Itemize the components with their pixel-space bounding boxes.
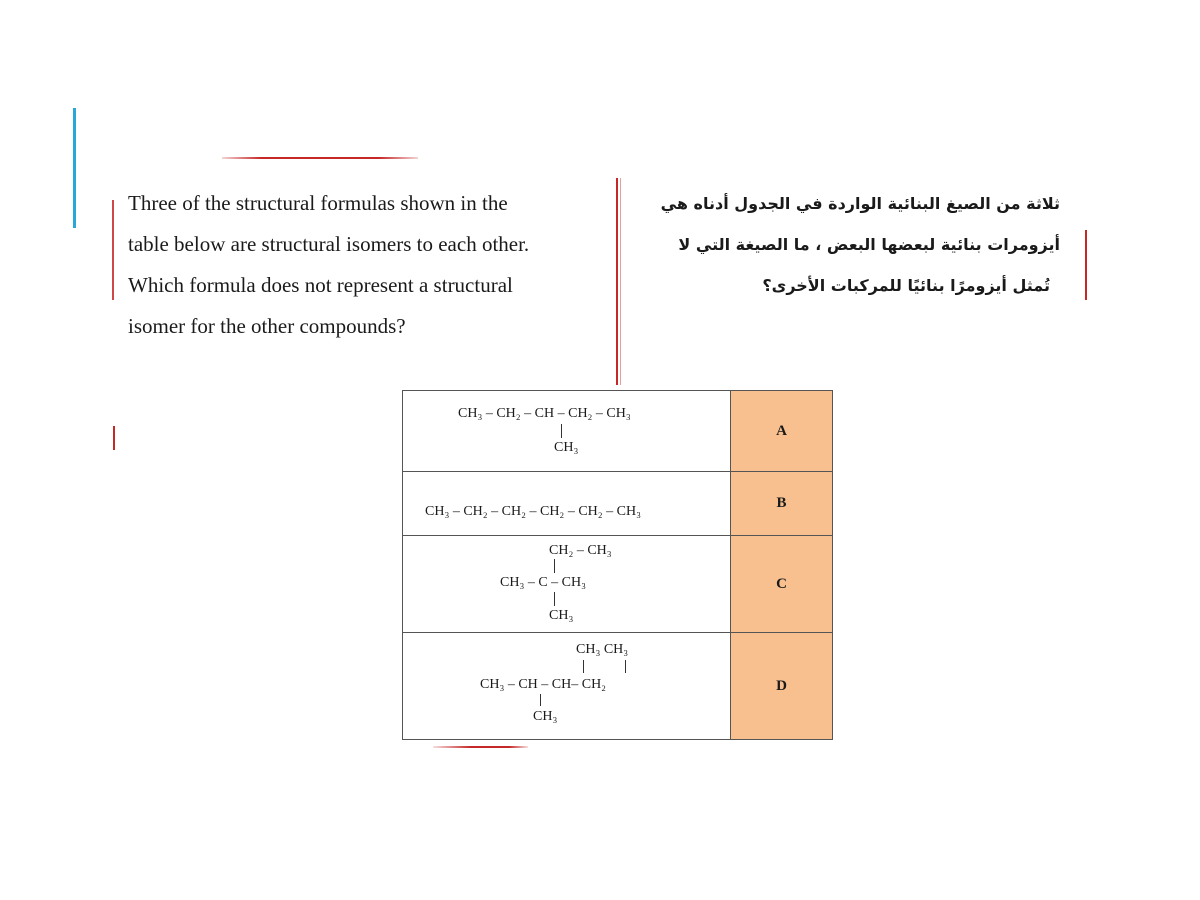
question-arabic-line: ثلاثة من الصيغ البنائية الواردة في الجدول أدناه هي	[660, 194, 1060, 213]
question-arabic-line: تُمثل أيزومرًا بنائيًا للمركبات الأخرى؟	[762, 276, 1050, 295]
question-english-line: Which formula does not represent a structural	[128, 273, 513, 297]
center-divider-shadow	[620, 178, 621, 385]
table-row	[403, 633, 833, 740]
formula-cell-d	[403, 633, 731, 740]
formula-main-chain: CH₃ – CH – CH– CH₂	[480, 677, 607, 692]
bottom-rule-line	[433, 746, 528, 748]
bond-line	[540, 694, 541, 706]
question-english-line: isomer for the other compounds?	[128, 314, 406, 338]
accent-bar	[73, 108, 76, 228]
isomer-table	[402, 390, 833, 740]
formula-main-chain: CH₃ – CH₂ – CH₂ – CH₂ – CH₂ – CH₃	[425, 504, 641, 519]
table-row	[403, 391, 833, 472]
top-rule-line	[222, 157, 418, 159]
table-row	[403, 536, 833, 633]
bond-line	[554, 592, 555, 606]
formula-cell-a	[403, 391, 731, 472]
question-arabic	[640, 183, 1060, 306]
table-row	[403, 472, 833, 536]
formula-branch-below: CH₃	[554, 440, 579, 455]
option-label-c[interactable]: C	[731, 536, 833, 633]
formula-branch-below: CH₃	[549, 608, 574, 623]
bond-line	[625, 660, 626, 673]
formula-cell-c	[403, 536, 731, 633]
formula-branch-above: CH₃ CH₃	[576, 642, 629, 657]
formula-cell-b	[403, 472, 731, 536]
question-arabic-line: أيزومرات بنائية لبعضها البعض ، ما الصيغة التي لا	[678, 235, 1060, 254]
right-rule-line	[1085, 230, 1087, 300]
formula-branch-above: CH₂ – CH₃	[549, 543, 612, 558]
formula-branch-below: CH₃	[533, 709, 558, 724]
formula-main-chain: CH₃ – C – CH₃	[500, 575, 586, 590]
option-label-b[interactable]: B	[731, 472, 833, 536]
question-english	[128, 183, 608, 347]
center-divider-line	[616, 178, 618, 385]
question-english-line: Three of the structural formulas shown in the	[128, 191, 508, 215]
option-label-a[interactable]: A	[731, 391, 833, 472]
bond-line	[561, 424, 562, 438]
left-rule-line	[112, 200, 114, 300]
left-rule-mark	[113, 426, 115, 450]
bond-line	[583, 660, 584, 673]
bond-line	[554, 559, 555, 573]
formula-main-chain: CH₃ – CH₂ – CH – CH₂ – CH₃	[458, 406, 631, 421]
option-label-d[interactable]: D	[731, 633, 833, 740]
question-english-line: table below are structural isomers to each other.	[128, 232, 530, 256]
